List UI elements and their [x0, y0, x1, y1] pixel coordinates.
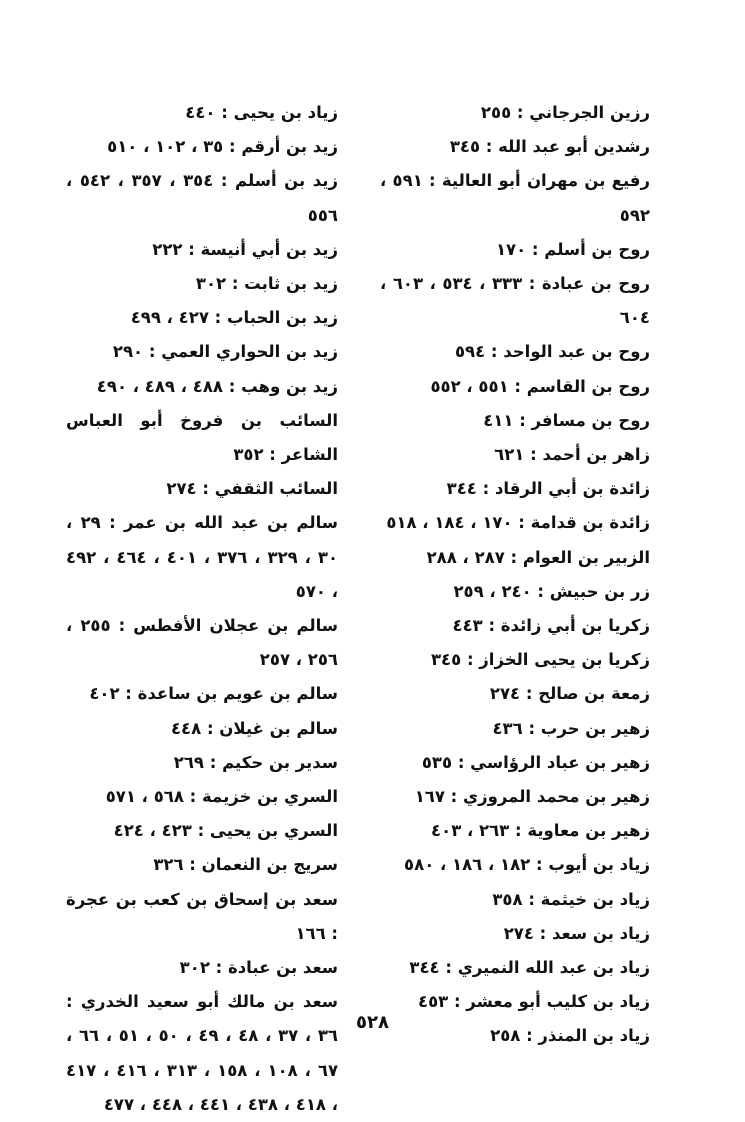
- index-entry: سعد بن إسحاق بن كعب بن عجرة : ١٦٦: [66, 889, 338, 943]
- index-entry: زيد بن وهب : ٤٨٨ ، ٤٨٩ ، ٤٩٠: [96, 376, 338, 396]
- index-entry: زياد بن أيوب : ١٨٢ ، ١٨٦ ، ٥٨٠: [404, 855, 650, 875]
- index-entry: زيد بن أسلم : ٣٥٤ ، ٣٥٧ ، ٥٤٢ ، ٥٥٦: [66, 171, 338, 225]
- index-entry: زاهر بن أحمد : ٦٢١: [494, 445, 650, 465]
- index-entry: روح بن عبد الواحد : ٥٩٤: [454, 342, 650, 362]
- index-entry: رشدين أبو عبد الله : ٣٤٥: [449, 137, 650, 157]
- index-entry: زياد بن سعد : ٢٧٤: [503, 923, 650, 943]
- index-entry: زيد بن الحباب : ٤٢٧ ، ٤٩٩: [130, 308, 338, 328]
- index-entry: سالم بن غيلان : ٤٤٨: [170, 718, 338, 738]
- index-entry: السائب الثقفي : ٢٧٤: [166, 479, 338, 499]
- index-entry: زيد بن أبي أنيسة : ٢٢٢: [152, 239, 338, 259]
- index-entry: زائدة بن قدامة : ١٧٠ ، ١٨٤ ، ٥١٨: [386, 513, 650, 533]
- index-entry: رفيع بن مهران أبو العالية : ٥٩١ ، ٥٩٢: [380, 171, 650, 225]
- index-entry: زكريا بن أبي زائدة : ٤٤٣: [452, 616, 650, 636]
- index-entry: سالم بن عويم بن ساعدة : ٤٠٢: [89, 684, 338, 704]
- index-entry: روح بن القاسم : ٥٥١ ، ٥٥٢: [430, 376, 650, 396]
- index-entry: زائدة بن أبي الرقاد : ٣٤٤: [446, 479, 650, 499]
- index-entry: روح بن أسلم : ١٧٠: [495, 239, 650, 259]
- index-entry: رزين الجرجاني : ٢٥٥: [480, 103, 650, 122]
- index-entry: سعد بن مالك أبو سعيد الخدري : ٣٦ ، ٣٧ ، ٤٨ ، ٤٩ ، ٥٠ ، ٥١ ، ٦٦ ، ٦٧ ، ١٠٨ ، ١٥٨ ، ٣١٣ ، ٤١٦ ، ٤١٧ ، ٤١٨ ، ٤٣٨ ، ٤٤١ ، ٤٤٨ ، ٤٧٧: [66, 992, 339, 1114]
- index-entry: سريج بن النعمان : ٣٢٦: [153, 855, 338, 875]
- index-entry: الزبير بن العوام : ٢٨٧ ، ٢٨٨: [426, 547, 650, 567]
- page-number: ٥٢٨: [356, 1012, 389, 1033]
- index-entry: روح بن عبادة : ٣٣٣ ، ٥٣٤ ، ٦٠٣ ، ٦٠٤: [380, 274, 650, 328]
- index-entry: السري بن يحيى : ٤٢٣ ، ٤٢٤: [113, 821, 338, 841]
- index-entry: زيد بن أرقم : ٣٥ ، ١٠٢ ، ٥١٠: [107, 137, 338, 157]
- index-entry: زهير بن محمد المروزي : ١٦٧: [414, 787, 650, 807]
- index-entry: زياد بن خيثمة : ٣٥٨: [492, 889, 650, 909]
- index-entry: السري بن خزيمة : ٥٦٨ ، ٥٧١: [105, 787, 338, 807]
- index-entry: زهير بن عباد الرؤاسي : ٥٣٥: [421, 752, 650, 772]
- index-entry: زياد بن كليب أبو معشر : ٤٥٣: [418, 992, 650, 1012]
- index-entry: سالم بن عبد الله بن عمر : ٢٩ ، ٣٠ ، ٣٢٩ ، ٣٧٦ ، ٤٠١ ، ٤٦٤ ، ٤٩٢ ، ٥٧٠: [66, 513, 339, 601]
- index-entry: زياد بن المنذر : ٢٥٨: [490, 1026, 650, 1046]
- index-entry: زر بن حبيش : ٢٤٠ ، ٢٥٩: [453, 581, 650, 601]
- index-entry: روح بن مسافر : ٤١١: [483, 410, 650, 430]
- index-entry: زهير بن معاوية : ٢٦٣ ، ٤٠٣: [431, 821, 650, 841]
- index-entry: زياد بن يحيى : ٤٤٠: [185, 103, 338, 122]
- index-column-right: [380, 96, 650, 1054]
- index-entry: سدير بن حكيم : ٢٦٩: [173, 752, 338, 772]
- index-entry: زياد بن عبد الله النميري : ٣٤٤: [409, 958, 650, 978]
- index-entry: زمعة بن صالح : ٢٧٤: [489, 684, 650, 704]
- index-entry: السائب بن فروخ أبو العباس الشاعر : ٣٥٢: [66, 410, 338, 465]
- index-entry: سعد بن عبادة : ٣٠٢: [179, 958, 338, 978]
- index-entry: زهير بن حرب : ٤٣٦: [492, 718, 650, 738]
- index-entry: زيد بن الحواري العمي : ٢٩٠: [112, 342, 338, 362]
- index-entry: زيد بن ثابت : ٣٠٢: [195, 274, 338, 294]
- index-column-left: [66, 96, 338, 1122]
- index-entry: زكريا بن يحيى الخزاز : ٣٤٥: [430, 650, 650, 670]
- index-entry: سالم بن عجلان الأفطس : ٢٥٥ ، ٢٥٦ ، ٢٥٧: [66, 616, 339, 670]
